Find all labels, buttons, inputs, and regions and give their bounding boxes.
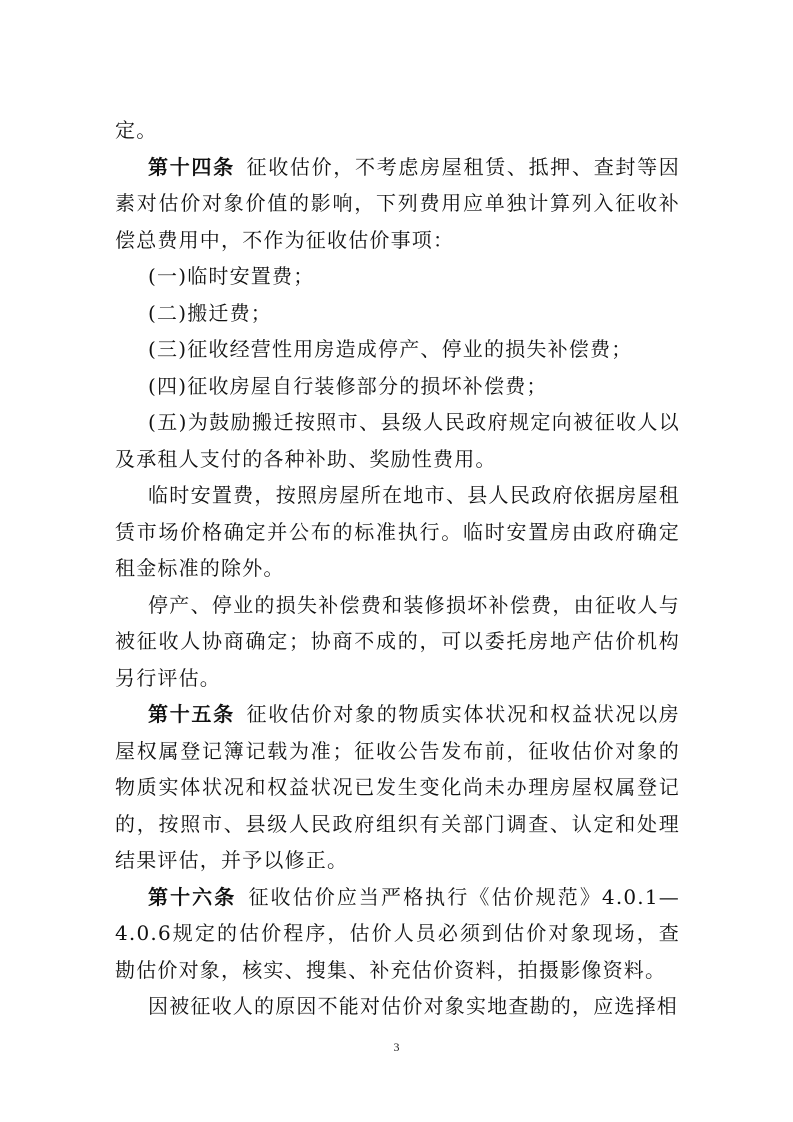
paragraph-text: 因被征收人的原因不能对估价对象实地查勘的，应选择相 (148, 994, 678, 1018)
paragraph-text: (一)临时安置费； (148, 264, 315, 288)
article-number: 第十四条 (148, 154, 235, 179)
paragraph-text: 临时安置费，按照房屋所在地市、县人民政府依据房屋租赁市场价格确定并公布的标准执行。临时安置房由政府确定租金标准的除外。 (115, 483, 680, 580)
paragraph-text: (二)搬迁费； (148, 300, 273, 325)
body-text (115, 112, 680, 1025)
paragraph (115, 368, 680, 405)
article-number: 第十六条 (148, 884, 237, 909)
paragraph (115, 404, 680, 477)
paragraph (115, 879, 680, 989)
paragraph-text: (五)为鼓励搬迁按照市、县级人民政府规定向被征收人以及承租人支付的各种补助、奖励性费用。 (115, 410, 680, 471)
paragraph-text: 定。 (115, 118, 158, 142)
paragraph-text: 征收估价应当严格执行《估价规范》4.0.1—4.0.6规定的估价程序，估价人员必须到估价对象现场，查勘估价对象，核实、搜集、补充估价资料，拍摄影像资料。 (115, 884, 680, 982)
paragraph (115, 295, 680, 332)
paragraph-text: (三)征收经营性用房造成停产、停业的损失补偿费； (148, 337, 633, 361)
paragraph-text: 征收估价对象的物质实体状况和权益状况以房屋权属登记簿记载为准；征收公告发布前，征收估价对象的物质实体状况和权益状况已发生变化尚未办理房屋权属登记的，按照市、县级人民政府组织有关部门调查、认定和处理结果评估，并予以修正。 (115, 702, 681, 872)
paragraph-text: (四)征收房屋自行装修部分的损坏补偿费； (148, 373, 548, 398)
page-number: 3 (393, 1040, 400, 1054)
paragraph (115, 988, 680, 1025)
paragraph-text: 征收估价，不考虑房屋租赁、抵押、查封等因素对估价对象价值的影响，下列费用应单独计算列入征收补偿总费用中，不作为征收估价事项： (115, 154, 681, 252)
paragraph (115, 696, 680, 879)
paragraph (115, 477, 680, 587)
article-number: 第十五条 (148, 702, 235, 726)
paragraph (115, 149, 680, 259)
paragraph (115, 258, 680, 295)
paragraph (115, 331, 680, 368)
paragraph (115, 587, 680, 697)
paragraph (115, 112, 680, 149)
paragraph-text: 停产、停业的损失补偿费和装修损坏补偿费，由征收人与被征收人协商确定；协商不成的，可以委托房地产估价机构另行评估。 (115, 592, 680, 690)
